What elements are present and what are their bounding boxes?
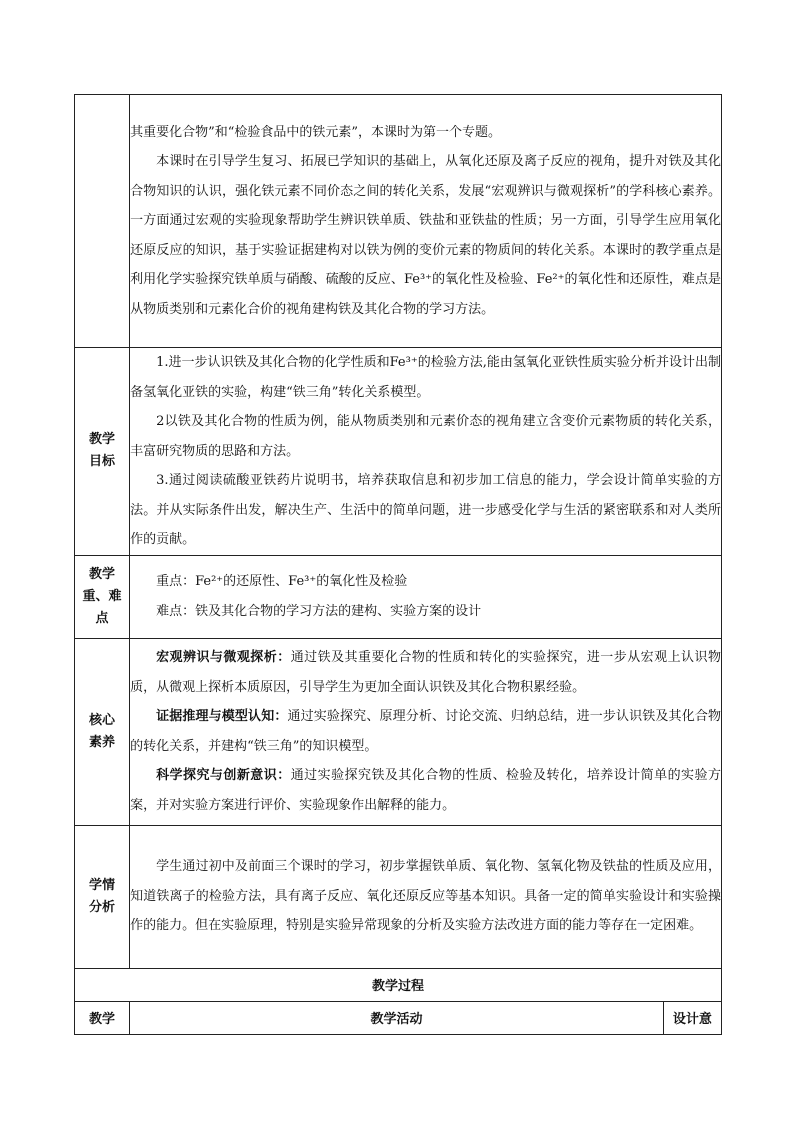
goals-label: 教学 目标 bbox=[75, 348, 130, 556]
core-row bbox=[75, 638, 722, 825]
intro-continuation: 其重要化合物”和“检验食品中的铁元素”，本课时为第一个专题。 bbox=[130, 124, 502, 140]
process-title: 教学过程 bbox=[75, 968, 722, 1001]
intro-row bbox=[75, 95, 722, 348]
core-item bbox=[130, 702, 721, 761]
goals-content bbox=[130, 348, 722, 556]
core-item-text: 通过实验探究、原理分析、讨论交流、归纳总结，进一步认识铁及其化合物的转化关系，并建构“铁三角”的知识模型。 bbox=[130, 709, 721, 754]
learner-label: 学情 分析 bbox=[75, 825, 130, 968]
key-focus: 重点：Fe²⁺的还原性、Fe³⁺的氧化性及检验 bbox=[156, 574, 408, 589]
lesson-plan-table bbox=[74, 94, 722, 1035]
process-title-row bbox=[75, 968, 722, 1001]
goal-item: 2以铁及其化合物的性质为例，能从物质类别和元素价态的视角建立含变价元素物质的转化关系，丰富研究物质的思路和方法。 bbox=[130, 414, 721, 459]
core-item bbox=[130, 761, 721, 820]
intro-label-cell bbox=[75, 95, 130, 348]
keys-content bbox=[130, 555, 722, 638]
goal-item: 3.通过阅读硫酸亚铁药片说明书，培养获取信息和初步加工信息的能力，学会设计简单实验的方法。并从实际条件出发，解决生产、生活中的简单问题，进一步感受化学与生活的紧密联系和对人类所作的贡献。 bbox=[130, 473, 721, 547]
core-item-title: 证据推理与模型认知： bbox=[156, 709, 288, 724]
learner-text: 学生通过初中及前面三个课时的学习，初步掌握铁单质、氧化物、氢氧化物及铁盐的性质及应用，知道铁离子的检验方法，具有离子反应、氧化还原反应等基本知识。具备一定的简单实验设计和实验操作的能力。但在实验原理，特别是实验异常现象的分析及实验方法改进方面的能力等存在一定困难。 bbox=[130, 859, 721, 934]
core-item-text: 通过铁及其重要化合物的性质和转化的实验探究，进一步从宏观上认识物质，从微观上探析本质原因，引导学生为更加全面认识铁及其化合物积累经验。 bbox=[130, 650, 721, 695]
core-label: 核心 素养 bbox=[75, 638, 130, 825]
goal-item: 1.进一步认识铁及其化合物的化学性质和Fe³⁺的检验方法,能由氢氧化亚铁性质实验分析并设计出制备氢氧化亚铁的实验，构建“铁三角”转化关系模型。 bbox=[130, 355, 721, 400]
column-header-intent: 设计意 bbox=[663, 1001, 721, 1034]
column-header-activity: 教学活动 bbox=[130, 1001, 664, 1034]
core-item bbox=[130, 643, 721, 702]
process-header-row bbox=[75, 1001, 722, 1034]
intro-paragraph: 本课时在引导学生复习、拓展已学知识的基础上，从氧化还原及离子反应的视角，提升对铁及其化合物知识的认识，强化铁元素不同价态之间的转化关系，发展“宏观辨识与微观探析”的学科核心素养。一方面通过宏观的实验现象帮助学生辨识铁单质、铁盐和亚铁盐的性质；另一方面，引导学生应用氧化还原反应的知识，基于实验证据建构对以铁为例的变价元素的物质间的转化关系。本课时的教学重点是利用化学实验探究铁单质与硝酸、硫酸的反应、Fe³⁺的氧化性及检验、Fe²⁺的氧化性和还原性，难点是从物质类别和元素化合价的视角建构铁及其化合物的学习方法。 bbox=[130, 154, 721, 317]
key-difficulty: 难点：铁及其化合物的学习方法的建构、实验方案的设计 bbox=[156, 603, 482, 619]
intro-content bbox=[130, 95, 722, 348]
core-item-title: 科学探究与创新意识： bbox=[156, 768, 291, 783]
core-item-text: 通过实验探究铁及其化合物的性质、检验及转化，培养设计简单的实验方案，并对实验方案进行评价、实验现象作出解释的能力。 bbox=[130, 768, 721, 813]
column-header-stage: 教学 bbox=[75, 1001, 130, 1034]
core-item-title: 宏观辨识与微观探析： bbox=[156, 650, 291, 665]
keys-row bbox=[75, 555, 722, 638]
goals-row bbox=[75, 348, 722, 556]
core-content bbox=[130, 638, 722, 825]
keys-label: 教学 重、难 点 bbox=[75, 555, 130, 638]
learner-content bbox=[130, 825, 722, 968]
learner-row bbox=[75, 825, 722, 968]
